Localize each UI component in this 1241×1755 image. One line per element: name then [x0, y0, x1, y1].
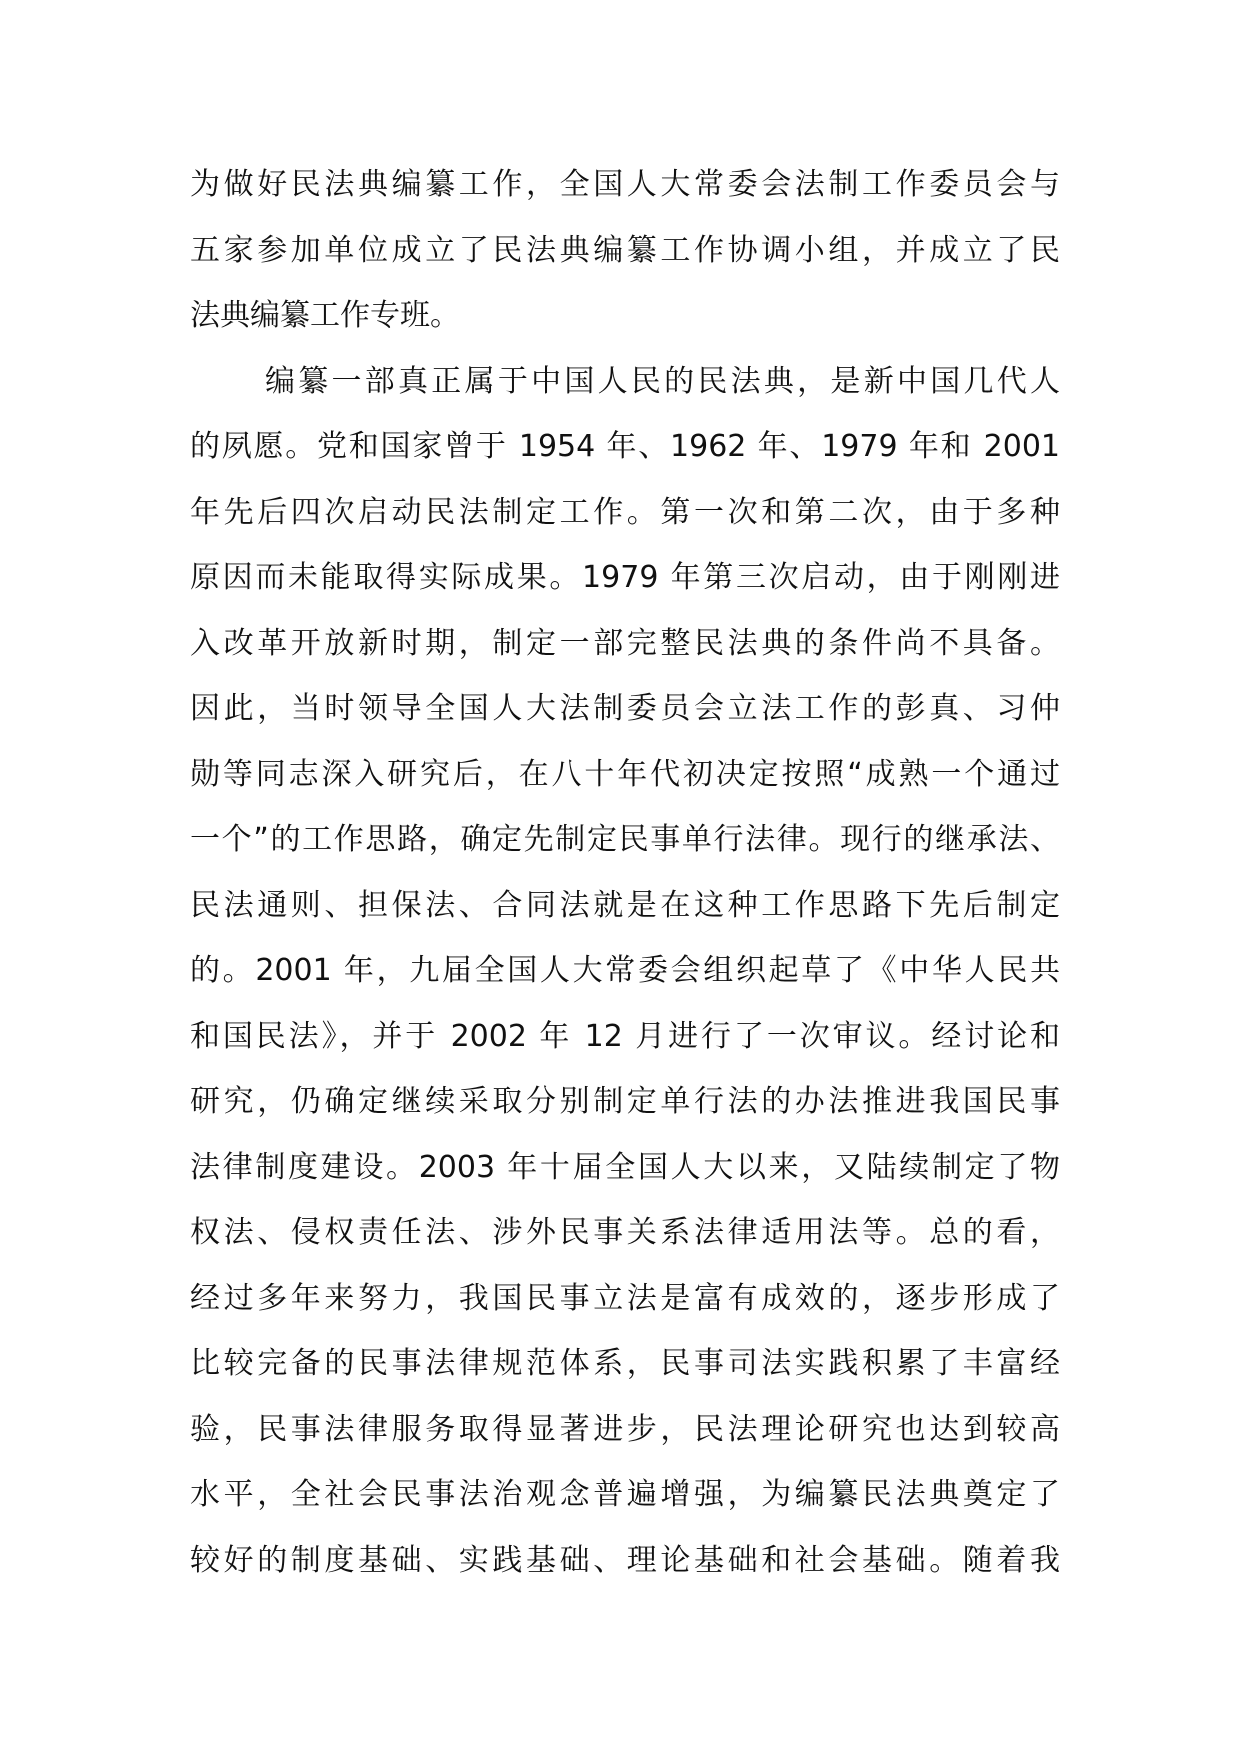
text-line: 五家参加单位成立了民法典编纂工作协调小组，并成立了民 [190, 232, 1060, 268]
text-line: 研究，仍确定继续采取分别制定单行法的办法推进我国民事 [190, 1084, 1060, 1119]
text-line: 比较完备的民事法律规范体系，民事司法实践积累了丰富经 [190, 1346, 1060, 1381]
text-line: 法律制度建设。2003 年十届全国人大以来，又陆续制定了物 [190, 1149, 1060, 1185]
text-line: 法典编纂工作专班。 [190, 298, 460, 333]
text-line: 的。2001 年，九届全国人大常委会组织起草了《中华人民共 [190, 953, 1060, 988]
text-line: 权法、侵权责任法、涉外民事关系法律适用法等。总的看， [190, 1215, 1060, 1250]
body-text [190, 152, 1060, 1659]
text-line: 经过多年来努力，我国民事立法是富有成效的，逐步形成了 [190, 1280, 1060, 1316]
text-line: 编纂一部真正属于中国人民的民法典，是新中国几代人 [265, 363, 1060, 399]
text-line: 民法通则、担保法、合同法就是在这种工作思路下先后制定 [190, 887, 1060, 923]
paragraph-2 [190, 349, 1060, 1659]
text-line: 验，民事法律服务取得显著进步，民法理论研究也达到较高 [190, 1411, 1060, 1447]
text-line: 年先后四次启动民法制定工作。第一次和第二次，由于多种 [190, 494, 1060, 530]
text-line: 因此，当时领导全国人大法制委员会立法工作的彭真、习仲 [190, 691, 1060, 726]
text-line: 为做好民法典编纂工作，全国人大常委会法制工作委员会与 [190, 167, 1060, 202]
text-line: 的夙愿。党和国家曾于 1954 年、1962 年、1979 年和 2001 [190, 429, 1060, 464]
text-line [190, 1593, 1060, 1659]
text-line: 较好的制度基础、实践基础、理论基础和社会基础。随着我 [190, 1542, 1060, 1578]
text-line: 水平，全社会民事法治观念普遍增强，为编纂民法典奠定了 [190, 1477, 1060, 1512]
text-line: 和国民法》，并于 2002 年 12 月进行了一次审议。经讨论和 [190, 1018, 1060, 1054]
text-line: 入改革开放新时期，制定一部完整民法典的条件尚不具备。 [190, 625, 1060, 661]
text-line: 一个”的工作思路，确定先制定民事单行法律。现行的继承法、 [190, 822, 1060, 857]
paragraph-1 [190, 152, 1060, 349]
text-line: 原因而未能取得实际成果。1979 年第三次启动，由于刚刚进 [190, 560, 1060, 595]
text-line: 勋等同志深入研究后，在八十年代初决定按照“成熟一个通过 [190, 756, 1060, 792]
